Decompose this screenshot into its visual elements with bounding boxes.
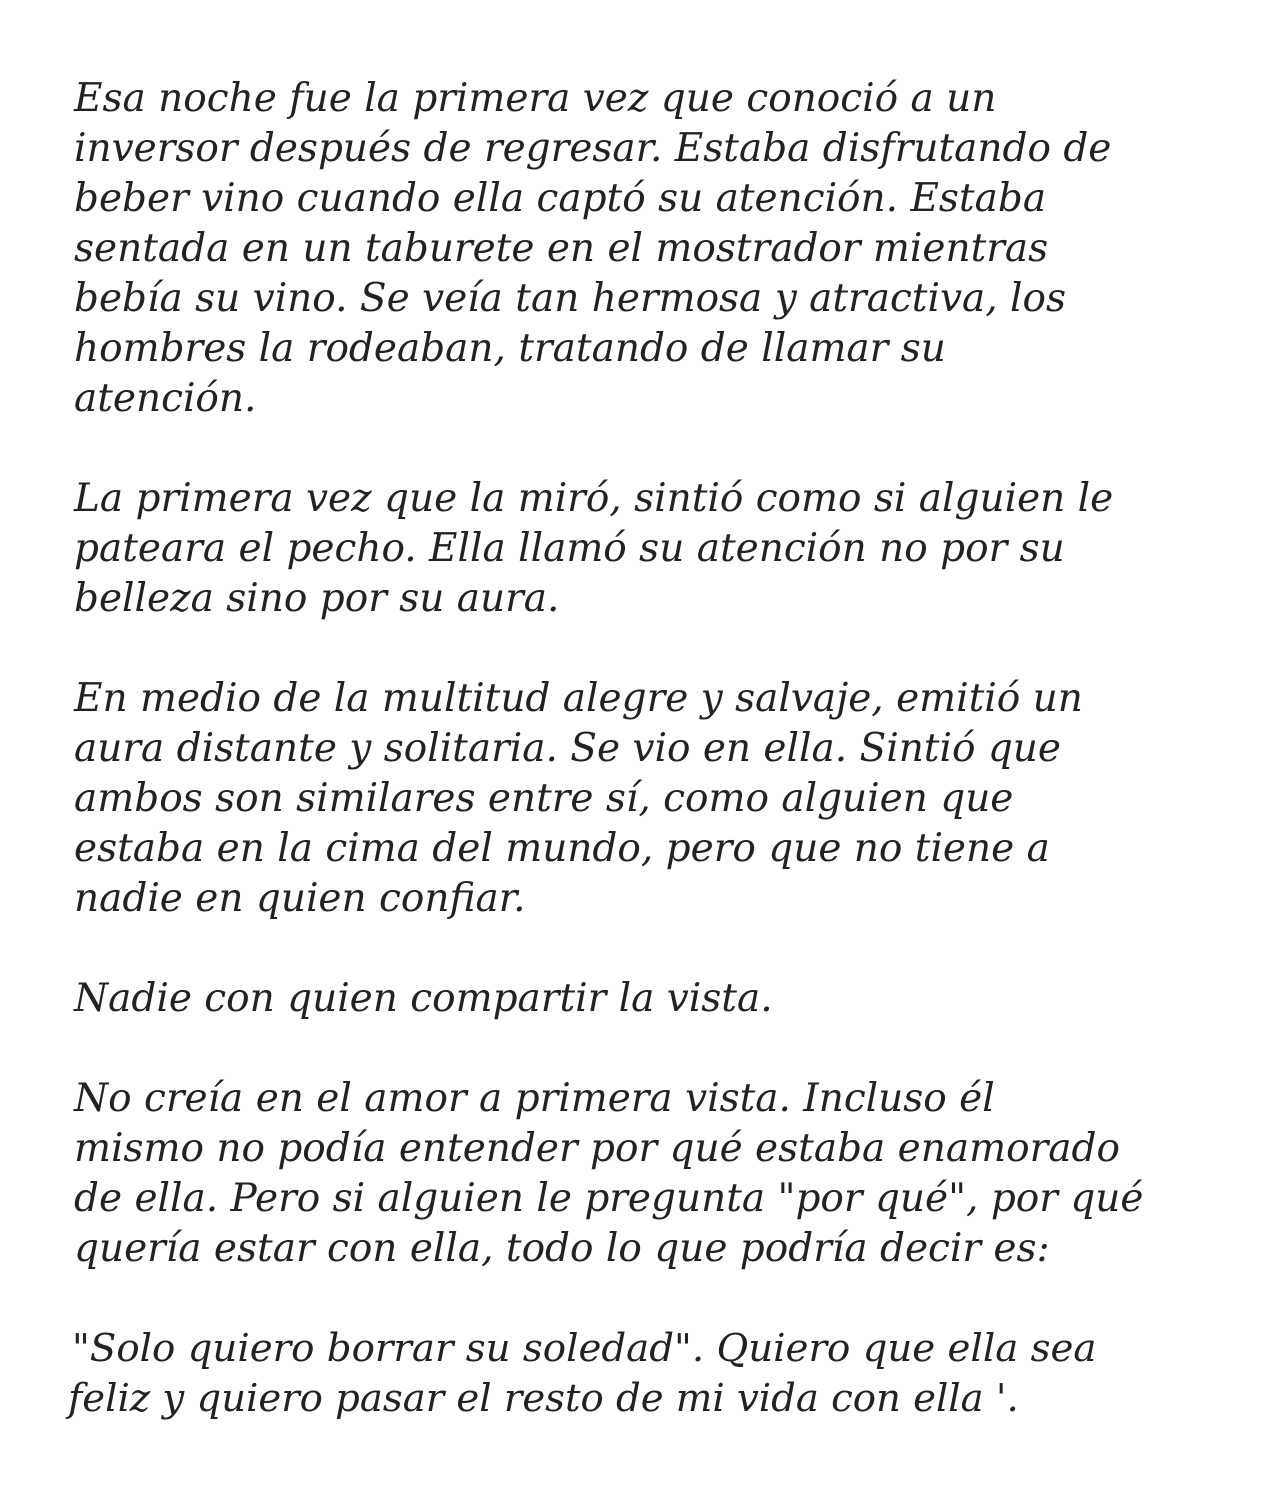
text-line: feliz y quiero pasar el resto de mi vida con ella '. [68,1376,1019,1421]
paragraph-3 [74,674,1214,924]
text-line: pateara el pecho. Ella llamó su atención no por su [74,526,1065,571]
text-line: de ella. Pero si alguien le pregunta "por qué", por qué [74,1176,1144,1221]
paragraph-6 [68,1324,1214,1424]
text-line: inversor después de regresar. Estaba disfrutando de [74,126,1112,171]
text-line: belleza sino por su aura. [74,576,560,621]
text-line: aura distante y solitaria. Se vio en ella. Sintió que [74,726,1061,771]
text-line: quería estar con ella, todo lo que podría decir es: [74,1226,1050,1271]
paragraph-2 [74,474,1214,624]
text-line: nadie en quien confiar. [74,876,526,921]
text-line: estaba en la cima del mundo, pero que no tiene a [74,826,1050,871]
text-line: La primera vez que la miró, sintió como si alguien le [74,476,1114,521]
text-line: sentada en un taburete en el mostrador mientras [74,226,1049,271]
paragraph-5 [74,1074,1214,1274]
text-line: beber vino cuando ella captó su atención. Estaba [74,176,1047,221]
text-line: En medio de la multitud alegre y salvaje, emitió un [74,676,1083,721]
text-line: ambos son similares entre sí, como alguien que [74,776,1014,821]
text-line: bebía su vino. Se veía tan hermosa y atractiva, los [74,276,1066,321]
text-line: mismo no podía entender por qué estaba enamorado [74,1126,1120,1171]
text-line: "Solo quiero borrar su soledad". Quiero que ella sea [72,1326,1097,1371]
text-line: No creía en el amor a primera vista. Incluso él [74,1076,995,1121]
text-line: atención. [74,376,257,421]
document-page [68,74,1214,1424]
text-line: Esa noche fue la primera vez que conoció a un [74,76,997,121]
paragraph-4 [74,974,1214,1024]
text-line: Nadie con quien compartir la vista. [74,976,773,1021]
paragraph-1 [74,74,1214,424]
text-line: hombres la rodeaban, tratando de llamar su [74,326,946,371]
